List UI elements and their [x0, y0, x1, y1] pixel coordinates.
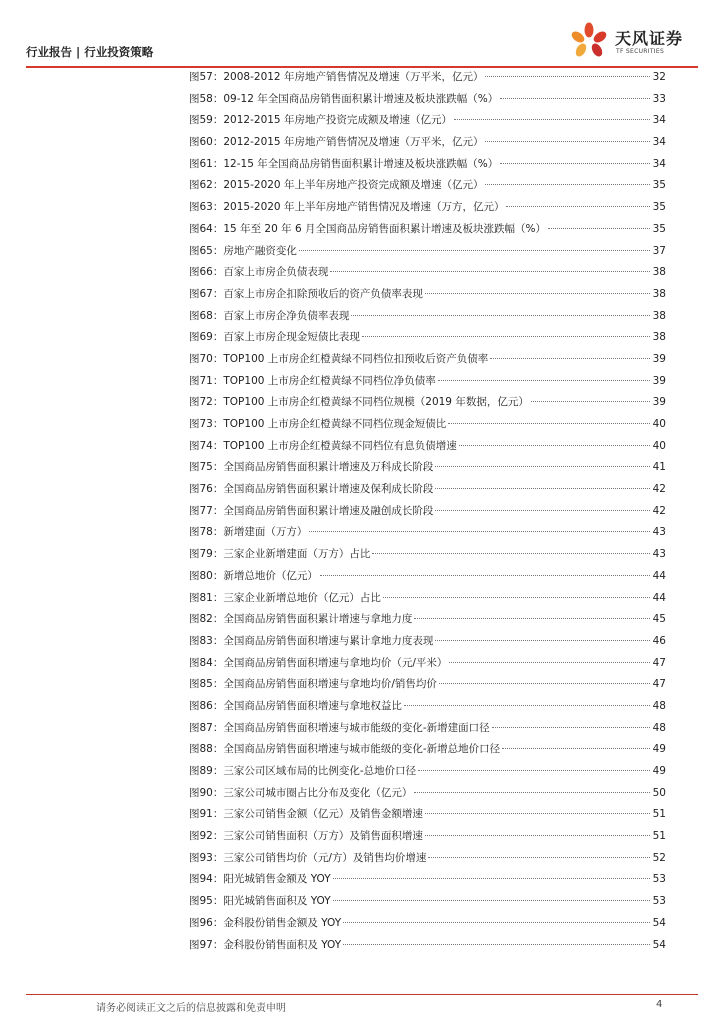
- toc-page-number: 50: [652, 786, 666, 799]
- toc-page-number: 44: [652, 591, 666, 604]
- toc-figure-label: 图65：: [189, 244, 224, 257]
- toc-dot-leader: [438, 380, 650, 381]
- toc-figure-title: TOP100 上市房企红橙黄绿不同档位现金短债比: [223, 418, 447, 430]
- toc-dot-leader: [435, 466, 650, 467]
- toc-figure-label: 图71：: [189, 374, 224, 387]
- toc-page-number: 42: [652, 483, 666, 496]
- toc-figure-label: 图89：: [189, 765, 224, 777]
- toc-figure-title: TOP100 上市房企红橙黄绿不同档位扣预收后资产负债率: [223, 352, 489, 365]
- report-category: 行业报告 | 行业投资策略: [26, 45, 154, 59]
- toc-entry[interactable]: [189, 392, 666, 414]
- toc-entry[interactable]: [189, 783, 666, 805]
- toc-page-number: 43: [652, 526, 666, 539]
- toc-page-number: 52: [652, 851, 666, 864]
- brand-logo: [568, 21, 698, 61]
- toc-figure-title: 三家公司销售均价（元/方）及销售均价增速: [223, 851, 427, 864]
- toc-entry[interactable]: [189, 175, 666, 197]
- toc-figure-title: 2012-2015 年房地产销售情况及增速（万平米，亿元）: [223, 136, 484, 149]
- toc-entry[interactable]: [189, 327, 666, 349]
- toc-figure-title: 房地产融资变化: [223, 244, 297, 257]
- toc-dot-leader: [485, 76, 650, 77]
- toc-page-number: 38: [652, 331, 666, 344]
- toc-entry[interactable]: [189, 219, 666, 241]
- toc-figure-title: 阳光城销售金额及 YOY: [223, 873, 331, 886]
- toc-page-number: 54: [652, 938, 666, 951]
- toc-figure-title: 2015-2020 年上半年房地产投资完成额及增速（亿元）: [223, 179, 484, 192]
- toc-figure-label: 图66：: [189, 266, 224, 279]
- toc-dot-leader: [548, 228, 650, 229]
- toc-dot-leader: [506, 206, 650, 207]
- toc-entry[interactable]: [189, 241, 666, 263]
- toc-page-number: 39: [652, 352, 666, 365]
- toc-entry[interactable]: [189, 154, 666, 176]
- toc-figure-title: 12-15 年全国商品房销售面积累计增速及板块涨跌幅（%）: [223, 157, 499, 170]
- toc-page-number: 35: [652, 222, 666, 235]
- toc-page-number: 47: [652, 656, 666, 669]
- toc-entry[interactable]: [189, 696, 666, 718]
- toc-page-number: 45: [652, 613, 666, 626]
- toc-figure-title: 2012-2015 年房地产投资完成额及增速（亿元）: [223, 114, 452, 127]
- toc-page-number: 53: [652, 873, 666, 886]
- toc-dot-leader: [439, 683, 650, 684]
- toc-figure-label: 图87：: [189, 721, 224, 734]
- toc-figure-label: 图73：: [189, 418, 224, 430]
- toc-dot-leader: [490, 358, 650, 359]
- toc-dot-leader: [372, 553, 650, 554]
- toc-page-number: 34: [652, 157, 666, 170]
- toc-page-number: 38: [652, 287, 666, 300]
- toc-figure-label: 图70：: [189, 352, 224, 365]
- toc-entry[interactable]: [189, 479, 666, 501]
- flower-logo-icon: [568, 21, 612, 61]
- toc-dot-leader: [502, 748, 650, 749]
- logo-chinese-name: 天风证券: [615, 29, 684, 48]
- toc-page-number: 39: [652, 374, 666, 387]
- toc-figure-label: 图78：: [189, 526, 224, 539]
- toc-entry[interactable]: [189, 739, 666, 761]
- toc-dot-leader: [454, 119, 650, 120]
- toc-entry[interactable]: [189, 262, 666, 284]
- toc-page-number: 37: [652, 244, 666, 257]
- toc-page-number: 48: [652, 721, 666, 734]
- toc-dot-leader: [485, 184, 650, 185]
- toc-page-number: 54: [652, 916, 666, 929]
- toc-figure-title: 全国商品房销售面积增速与城市能级的变化-新增总地价口径: [223, 743, 501, 756]
- toc-dot-leader: [414, 618, 650, 619]
- page-number: 4: [656, 999, 663, 1010]
- toc-page-number: 40: [652, 439, 666, 452]
- toc-figure-label: 图93：: [189, 851, 224, 864]
- toc-dot-leader: [320, 575, 650, 576]
- toc-figure-label: 图67：: [189, 287, 224, 300]
- toc-figure-title: 2008-2012 年房地产销售情况及增速（万平米，亿元）: [223, 71, 484, 83]
- toc-dot-leader: [425, 835, 650, 836]
- toc-dot-leader: [425, 293, 650, 294]
- toc-figure-label: 图69：: [189, 331, 224, 344]
- toc-entry[interactable]: [189, 110, 666, 132]
- toc-dot-leader: [333, 878, 650, 879]
- toc-figure-title: 09-12 年全国商品房销售面积累计增速及板块涨跌幅（%）: [223, 92, 499, 105]
- toc-figure-label: 图59：: [189, 114, 224, 127]
- toc-figure-label: 图90：: [189, 786, 224, 799]
- toc-figure-label: 图96：: [189, 916, 224, 929]
- toc-figure-label: 图82：: [189, 613, 224, 626]
- toc-dot-leader: [404, 705, 650, 706]
- toc-figure-title: TOP100 上市房企红橙黄绿不同档位规模（2019 年数据，亿元）: [223, 396, 529, 409]
- toc-entry[interactable]: [189, 935, 666, 957]
- toc-entry[interactable]: [189, 544, 666, 566]
- toc-page-number: 38: [652, 309, 666, 322]
- toc-figure-title: 全国商品房销售面积增速与累计拿地力度表现: [223, 634, 434, 647]
- toc-page-number: 35: [652, 179, 666, 192]
- toc-entry[interactable]: [189, 804, 666, 826]
- toc-figure-label: 图57：: [189, 71, 224, 83]
- toc-entry[interactable]: [189, 436, 666, 458]
- toc-dot-leader: [351, 315, 650, 316]
- toc-dot-leader: [435, 640, 650, 641]
- toc-figure-label: 图58：: [189, 92, 224, 105]
- toc-dot-leader: [425, 813, 650, 814]
- toc-page-number: 51: [652, 830, 666, 843]
- toc-figure-label: 图76：: [189, 483, 224, 496]
- toc-dot-leader: [492, 727, 650, 728]
- toc-dot-leader: [485, 141, 650, 142]
- toc-figure-label: 图75：: [189, 461, 224, 474]
- toc-figure-title: 百家上市房企净负债率表现: [223, 309, 350, 322]
- toc-entry[interactable]: [189, 848, 666, 870]
- toc-figure-title: 三家企业新增建面（万方）占比: [223, 548, 371, 561]
- toc-figure-label: 图72：: [189, 396, 224, 409]
- toc-dot-leader: [435, 488, 650, 489]
- toc-figure-label: 图92：: [189, 830, 224, 843]
- toc-figure-label: 图97：: [189, 938, 224, 951]
- toc-figure-title: 百家上市房企负债表现: [223, 266, 329, 279]
- footer-divider: [26, 994, 698, 995]
- toc-dot-leader: [459, 445, 650, 446]
- toc-dot-leader: [309, 531, 650, 532]
- toc-figure-label: 图68：: [189, 309, 224, 322]
- toc-figure-title: 三家公司销售金额（亿元）及销售金额增速: [223, 808, 423, 821]
- toc-dot-leader: [500, 163, 650, 164]
- toc-entry[interactable]: [189, 457, 666, 479]
- page-header: [0, 0, 724, 68]
- toc-entry[interactable]: [189, 631, 666, 653]
- toc-entry[interactable]: [189, 501, 666, 523]
- toc-dot-leader: [428, 857, 650, 858]
- toc-figure-title: 阳光城销售面积及 YOY: [223, 895, 331, 908]
- toc-page-number: 34: [652, 114, 666, 127]
- toc-figure-label: 图61：: [189, 157, 224, 170]
- toc-dot-leader: [362, 336, 650, 337]
- toc-figure-title: 百家上市房企现金短债比表现: [223, 331, 360, 344]
- toc-figure-title: 金科股份销售金额及 YOY: [223, 916, 342, 929]
- toc-entry[interactable]: [189, 891, 666, 913]
- toc-figure-label: 图88：: [189, 743, 224, 756]
- toc-figure-label: 图94：: [189, 873, 224, 886]
- toc-page-number: 49: [652, 743, 666, 756]
- toc-page-number: 33: [652, 92, 666, 105]
- toc-entry[interactable]: [189, 869, 666, 891]
- toc-dot-leader: [435, 510, 650, 511]
- toc-page-number: 32: [652, 71, 666, 83]
- toc-figure-label: 图77：: [189, 504, 224, 517]
- toc-figure-label: 图74：: [189, 439, 224, 452]
- toc-page-number: 43: [652, 548, 666, 561]
- toc-figure-title: 金科股份销售面积及 YOY: [223, 938, 342, 951]
- toc-entry[interactable]: [189, 588, 666, 610]
- toc-dot-leader: [531, 401, 650, 402]
- toc-dot-leader: [299, 250, 650, 251]
- toc-figure-title: 全国商品房销售面积累计增速及融创成长阶段: [223, 504, 434, 517]
- toc-figure-label: 图80：: [189, 569, 224, 582]
- toc-figure-title: 全国商品房销售面积累计增速及保利成长阶段: [223, 483, 434, 496]
- toc-page-number: 49: [652, 765, 666, 777]
- toc-entry[interactable]: [189, 761, 666, 783]
- toc-page-number: 41: [652, 461, 666, 474]
- toc-figure-label: 图60：: [189, 136, 224, 149]
- toc-entry[interactable]: [189, 371, 666, 393]
- toc-dot-leader: [500, 98, 650, 99]
- toc-page-number: 35: [652, 201, 666, 214]
- toc-entry[interactable]: [189, 718, 666, 740]
- toc-figure-title: 三家公司销售面积（万方）及销售面积增速: [223, 830, 423, 843]
- toc-entry[interactable]: [189, 197, 666, 219]
- logo-english-name: TF SECURITIES: [616, 48, 665, 55]
- toc-figure-label: 图64：: [189, 222, 224, 235]
- toc-dot-leader: [343, 922, 650, 923]
- toc-figure-title: 三家公司区域布局的比例变化-总地价口径: [223, 765, 417, 777]
- toc-figure-title: 三家企业新增总地价（亿元）占比: [223, 591, 381, 604]
- toc-page-number: 42: [652, 504, 666, 517]
- toc-figure-title: 新增建面（万方）: [223, 526, 308, 539]
- toc-page-number: 53: [652, 895, 666, 908]
- toc-entry[interactable]: [189, 826, 666, 848]
- toc-entry[interactable]: [189, 67, 666, 89]
- toc-page-number: 34: [652, 136, 666, 149]
- toc-entry[interactable]: [189, 653, 666, 675]
- toc-figure-label: 图62：: [189, 179, 224, 192]
- toc-dot-leader: [333, 900, 650, 901]
- toc-figure-title: 全国商品房销售面积增速与拿地均价（元/平米）: [223, 656, 448, 669]
- toc-figure-title: 百家上市房企扣除预收后的资产负债率表现: [223, 287, 423, 300]
- toc-figure-title: TOP100 上市房企红橙黄绿不同档位有息负债增速: [223, 439, 457, 452]
- toc-entry[interactable]: [189, 349, 666, 371]
- toc-figure-label: 图81：: [189, 591, 224, 604]
- toc-page-number: 38: [652, 266, 666, 279]
- toc-dot-leader: [383, 597, 650, 598]
- toc-page-number: 47: [652, 678, 666, 691]
- toc-page-number: 39: [652, 396, 666, 409]
- toc-figure-title: TOP100 上市房企红橙黄绿不同档位净负债率: [223, 374, 436, 387]
- toc-figure-title: 全国商品房销售面积增速与拿地均价/销售均价: [223, 678, 437, 691]
- toc-figure-title: 全国商品房销售面积增速与拿地权益比: [223, 699, 402, 712]
- toc-entry[interactable]: [189, 913, 666, 935]
- toc-page-number: 44: [652, 569, 666, 582]
- toc-figure-title: 15 年至 20 年 6 月全国商品房销售面积累计增速及板块涨跌幅（%）: [223, 222, 546, 235]
- toc-figure-label: 图84：: [189, 656, 224, 669]
- toc-page-number: 40: [652, 418, 666, 430]
- toc-figure-label: 图95：: [189, 895, 224, 908]
- toc-figure-label: 图83：: [189, 634, 224, 647]
- toc-entry[interactable]: [189, 566, 666, 588]
- toc-figure-label: 图79：: [189, 548, 224, 561]
- toc-dot-leader: [448, 423, 650, 424]
- toc-figure-label: 图86：: [189, 699, 224, 712]
- toc-figure-label: 图63：: [189, 201, 224, 214]
- toc-figure-title: 三家公司城市圈占比分布及变化（亿元）: [223, 786, 413, 799]
- toc-entry[interactable]: [189, 284, 666, 306]
- toc-entry[interactable]: [189, 414, 666, 436]
- toc-dot-leader: [330, 271, 650, 272]
- toc-dot-leader: [343, 944, 650, 945]
- toc-figure-title: 新增总地价（亿元）: [223, 569, 318, 582]
- toc-figure-title: 全国商品房销售面积累计增速与拿地力度: [223, 613, 413, 626]
- toc-page-number: 46: [652, 634, 666, 647]
- figure-table-of-contents: [189, 67, 666, 956]
- toc-figure-title: 全国商品房销售面积累计增速及万科成长阶段: [223, 461, 434, 474]
- toc-figure-title: 2015-2020 年上半年房地产销售情况及增速（万方，亿元）: [223, 201, 505, 214]
- toc-page-number: 51: [652, 808, 666, 821]
- toc-entry[interactable]: [189, 674, 666, 696]
- toc-entry[interactable]: [189, 132, 666, 154]
- toc-dot-leader: [418, 770, 650, 771]
- toc-entry[interactable]: [189, 609, 666, 631]
- toc-entry[interactable]: [189, 522, 666, 544]
- toc-page-number: 48: [652, 699, 666, 712]
- toc-figure-title: 全国商品房销售面积增速与城市能级的变化-新增建面口径: [223, 721, 490, 734]
- toc-figure-label: 图85：: [189, 678, 224, 691]
- toc-dot-leader: [414, 792, 650, 793]
- toc-dot-leader: [449, 662, 650, 663]
- toc-entry[interactable]: [189, 89, 666, 111]
- footer-disclaimer: 请务必阅读正文之后的信息披露和免责申明: [96, 1003, 286, 1014]
- toc-figure-label: 图91：: [189, 808, 224, 821]
- toc-entry[interactable]: [189, 306, 666, 328]
